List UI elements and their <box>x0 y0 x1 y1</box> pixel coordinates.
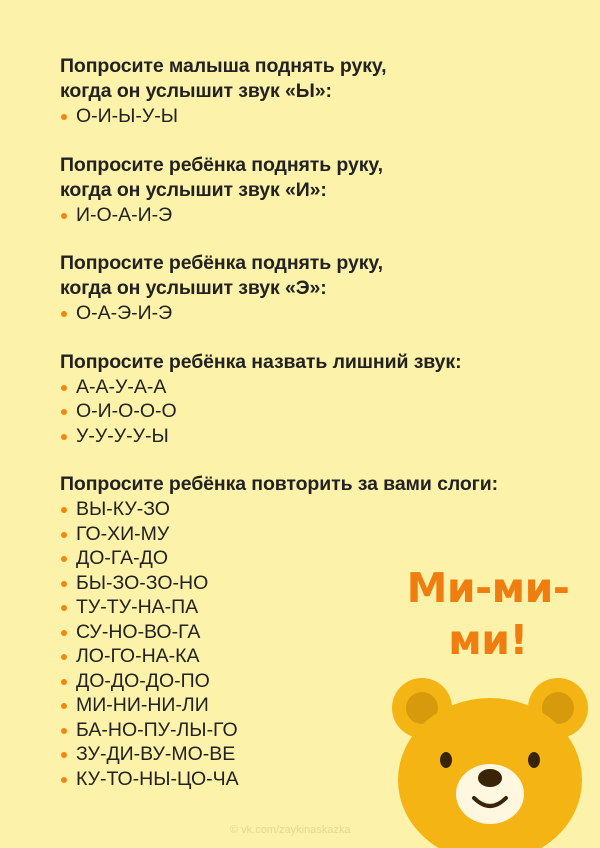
bear-eye-left <box>440 752 452 768</box>
list-item: ТУ-ТУ-НА-ПА <box>60 595 560 620</box>
list-item: ДО-ГА-ДО <box>60 546 560 571</box>
list-item: СУ-НО-ВО-ГА <box>60 620 560 645</box>
list-item: БА-НО-ПУ-ЛЫ-ГО <box>60 718 560 743</box>
section-2 <box>60 153 560 228</box>
section-heading <box>60 153 560 203</box>
list-item: О-И-Ы-У-Ы <box>60 104 560 129</box>
item-list <box>60 203 560 228</box>
heading-line: когда он услышит звук «Э»: <box>60 277 327 299</box>
list-item: А-А-У-А-А <box>60 375 560 400</box>
heading-line: когда он услышит звук «И»: <box>60 178 327 201</box>
item-list <box>60 104 560 129</box>
list-item: ЗУ-ДИ-ВУ-МО-ВЕ <box>60 742 560 767</box>
list-item: ЛО-ГО-НА-КА <box>60 644 560 669</box>
slogan <box>398 562 578 666</box>
watermark: © vk.com/zaykinaskazka <box>230 824 351 836</box>
item-list <box>60 301 560 326</box>
list-item: МИ-НИ-НИ-ЛИ <box>60 693 560 718</box>
list-item: КУ-ТО-НЫ-ЦО-ЧА <box>60 767 560 792</box>
section-4 <box>60 350 560 449</box>
list-item: О-И-О-О-О <box>60 399 560 424</box>
heading-line: Попросите ребёнка поднять руку, <box>60 153 383 176</box>
list-item: И-О-А-И-Э <box>60 203 560 228</box>
list-item: У-У-У-У-Ы <box>60 424 560 449</box>
section-heading <box>60 350 560 375</box>
list-item: О-А-Э-И-Э <box>60 301 560 326</box>
heading-line: когда он услышит звук «Ы»: <box>60 80 332 102</box>
item-list <box>60 375 560 449</box>
heading-line: Попросите ребёнка повторить за вами слоги: <box>60 473 498 495</box>
heading-line: Попросите малыша поднять руку, <box>60 55 387 77</box>
list-item: БЫ-ЗО-ЗО-НО <box>60 571 560 596</box>
heading-line: Попросите ребёнка назвать лишний звук: <box>60 350 462 373</box>
slogan-line: ми! <box>448 616 528 664</box>
bear-icon <box>380 668 600 848</box>
bear-nose <box>478 769 502 787</box>
list-item: ДО-ДО-ДО-ПО <box>60 669 560 694</box>
section-heading <box>60 251 560 301</box>
list-item: ГО-ХИ-МУ <box>60 522 560 547</box>
section-heading <box>60 472 560 497</box>
slogan-line: Ми-ми- <box>406 564 570 612</box>
list-item: ВЫ-КУ-ЗО <box>60 497 560 522</box>
bear-eye-right <box>528 752 540 768</box>
heading-line: Попросите ребёнка поднять руку, <box>60 252 383 274</box>
section-1 <box>60 54 560 129</box>
section-3 <box>60 251 560 326</box>
section-heading <box>60 54 560 104</box>
